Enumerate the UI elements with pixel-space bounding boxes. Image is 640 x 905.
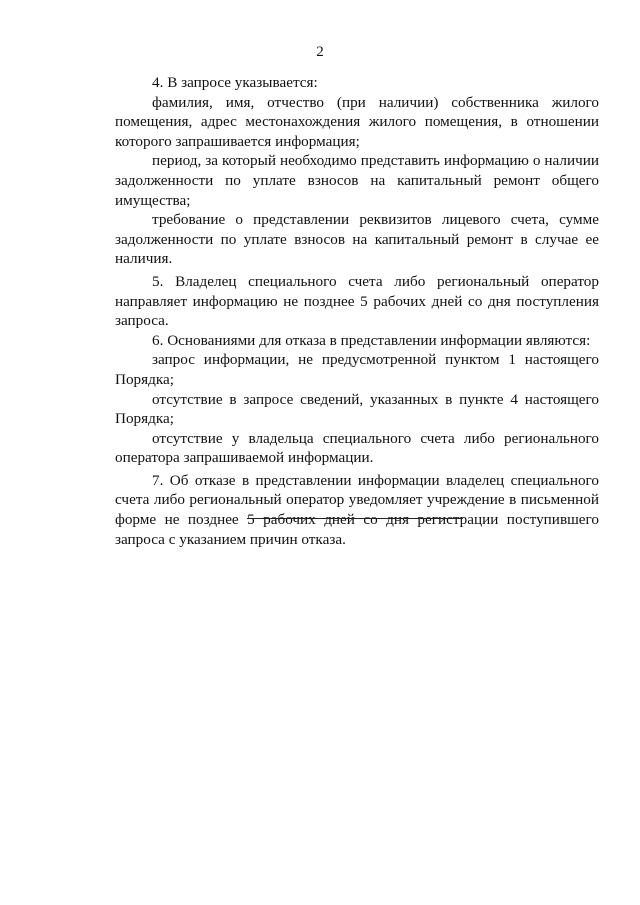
end-separator-line [247,518,463,519]
page-number: 2 [316,44,324,60]
document-body [115,73,599,549]
paragraph-7: 7. Об отказе в представлении информации владелец специального счета либо региональный оператор уведомляет учреждение в письменной форме не позднее 5 рабочих дней со дня регистрации поступившего запроса с указанием причин отказа. [115,471,599,548]
paragraph-6-item-3: отсутствие у владельца специального счета либо регионального оператора запрашиваемой информации. [115,429,599,467]
paragraph-6-item-2: отсутствие в запросе сведений, указанных в пункте 4 настоящего Порядка; [115,390,599,428]
paragraph-6-heading: 6. Основаниями для отказа в представлении информации являются: [152,331,591,349]
paragraph-4-item-requisites: требование о представлении реквизитов лицевого счета, сумме задолженности по уплате взносов на капитальный ремонт в случае ее наличия. [115,211,599,268]
paragraph-6-item-1: запрос информации, не предусмотренной пунктом 1 настоящего Порядка; [115,351,599,388]
paragraph-5: 5. Владелец специального счета либо региональный оператор направляет информацию не позднее 5 рабочих дней со дня поступления запроса. [115,272,599,330]
paragraph-4-item-period: период, за который необходимо представить информацию о наличии задолженности по уплате взносов на капитальный ремонт общего имущества; [115,152,599,209]
paragraph-4-item-owner-name: фамилия, имя, отчество (при наличии) собственника жилого помещения, адрес местонахождения жилого помещения, в отношении которого запрашивается информация; [115,93,599,150]
paragraph-4-heading: 4. В запросе указывается: [152,74,318,91]
